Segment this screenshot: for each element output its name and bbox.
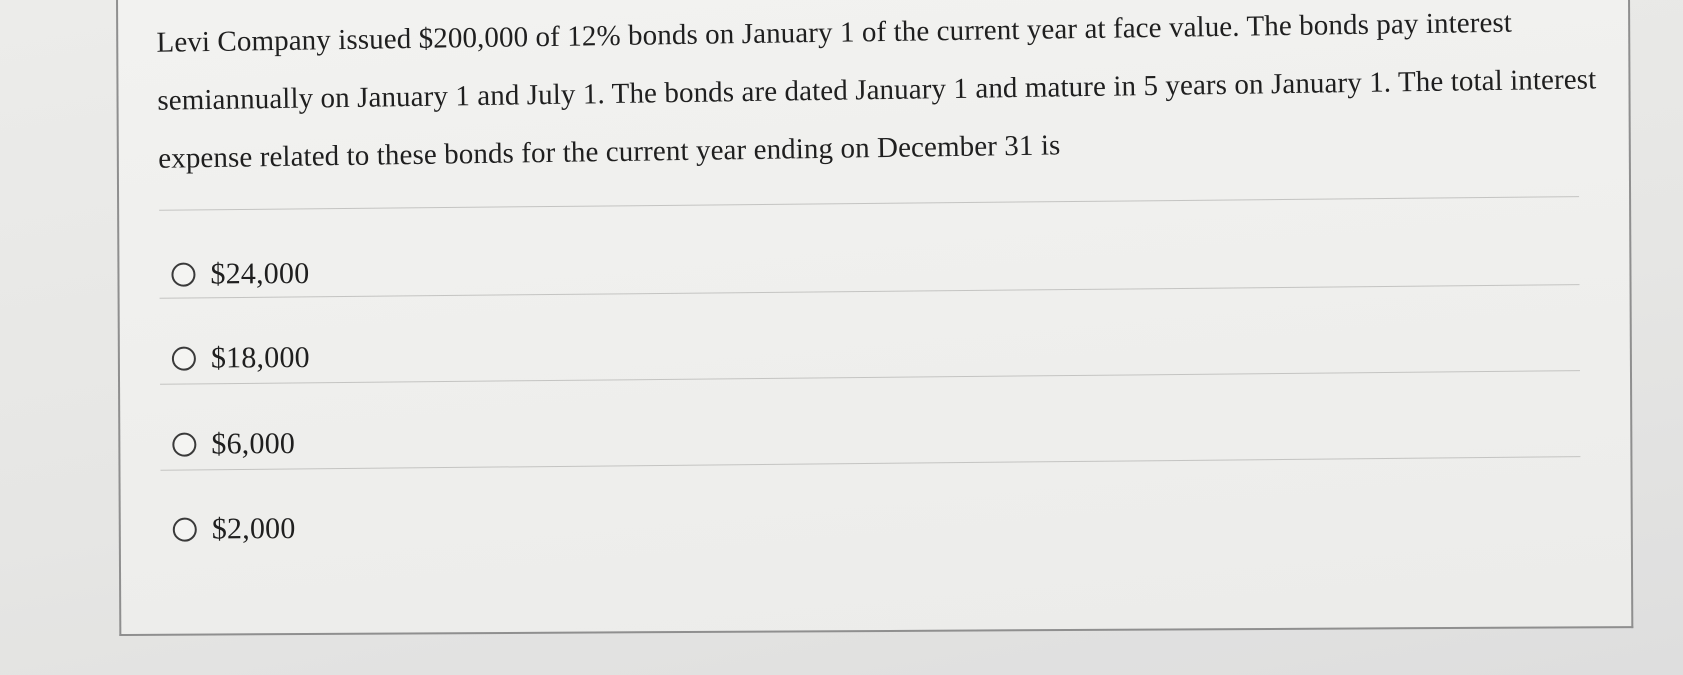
option-24000[interactable] [171, 257, 309, 292]
radio-button[interactable] [173, 518, 197, 542]
divider [160, 456, 1580, 471]
option-label: $6,000 [211, 427, 296, 461]
option-label: $18,000 [210, 340, 310, 375]
option-18000[interactable] [172, 341, 310, 376]
radio-button[interactable] [172, 433, 196, 457]
radio-button[interactable] [171, 263, 195, 287]
radio-button[interactable] [172, 347, 196, 371]
question-text: Levi Company issued $200,000 of 12% bonds on January 1 of the current year at face value. The bonds pay interest semiannually on January 1 and July 1. The bonds are dated January 1 and mature in 5 years on January 1. The total interest expense related to these bonds for the current year ending on December 31 is [156, 6, 1597, 175]
divider [160, 284, 1580, 299]
option-label: $24,000 [210, 256, 310, 291]
option-label: $2,000 [211, 512, 296, 546]
divider [160, 370, 1580, 385]
option-6000[interactable] [172, 427, 295, 462]
option-2000[interactable] [173, 512, 296, 547]
divider [159, 196, 1579, 211]
question-card [116, 0, 1633, 636]
